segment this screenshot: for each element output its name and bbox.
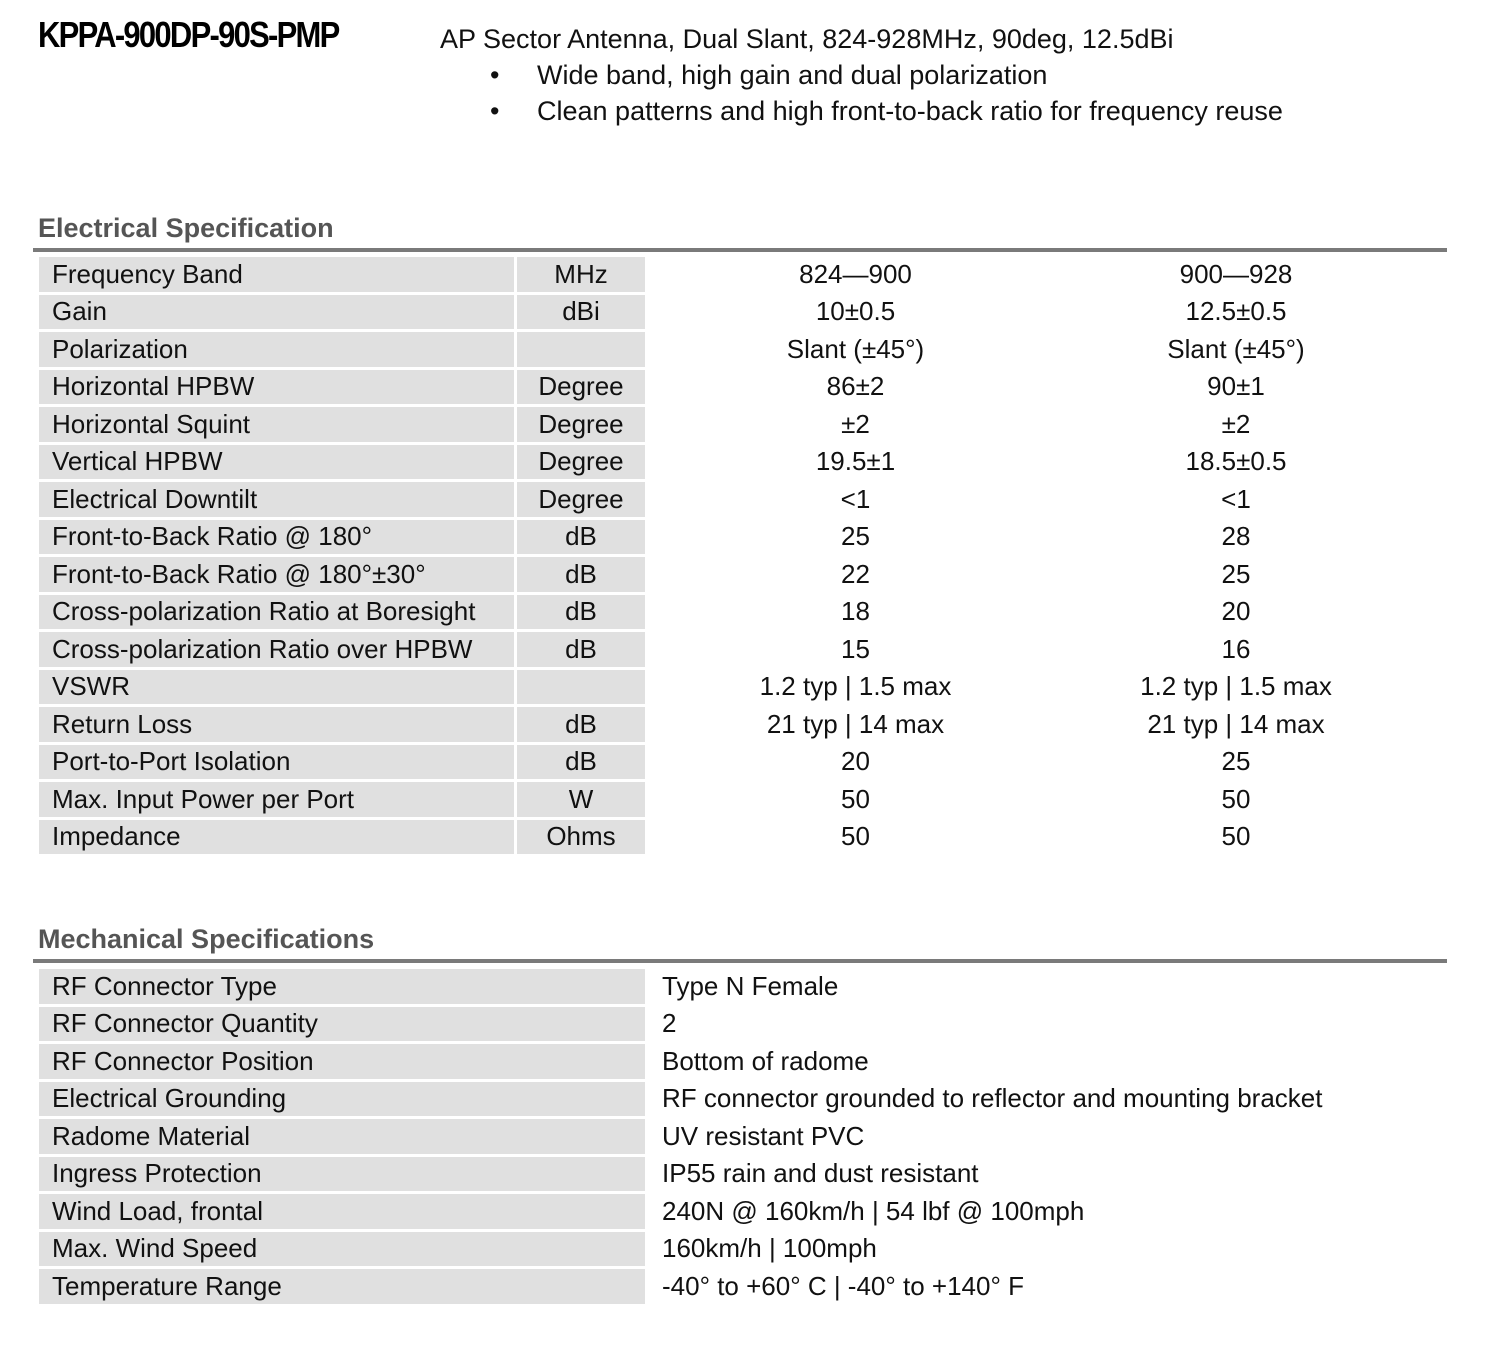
value-band-1: 824—900 bbox=[648, 257, 1063, 292]
electrical-row bbox=[39, 482, 1406, 517]
mechanical-row bbox=[39, 1157, 1428, 1192]
mechanical-row bbox=[39, 1232, 1428, 1267]
unit-label: MHz bbox=[517, 257, 645, 292]
param-value: Bottom of radome bbox=[648, 1044, 1428, 1079]
param-label: Polarization bbox=[39, 332, 514, 367]
value-band-2: <1 bbox=[1066, 482, 1406, 517]
unit-label: dB bbox=[517, 557, 645, 592]
param-label: Front-to-Back Ratio @ 180°±30° bbox=[39, 557, 514, 592]
value-band-1: 50 bbox=[648, 820, 1063, 855]
mechanical-row bbox=[39, 1044, 1428, 1079]
param-label: Horizontal Squint bbox=[39, 407, 514, 442]
electrical-row bbox=[39, 670, 1406, 705]
param-label: Wind Load, frontal bbox=[39, 1194, 645, 1229]
value-band-2: 25 bbox=[1066, 745, 1406, 780]
value-band-2: 16 bbox=[1066, 632, 1406, 667]
value-band-2: 50 bbox=[1066, 782, 1406, 817]
param-label: Ingress Protection bbox=[39, 1157, 645, 1192]
value-band-2: 25 bbox=[1066, 557, 1406, 592]
param-label: Return Loss bbox=[39, 707, 514, 742]
unit-label: dB bbox=[517, 520, 645, 555]
value-band-2: 900—928 bbox=[1066, 257, 1406, 292]
unit-label: dB bbox=[517, 707, 645, 742]
param-label: Port-to-Port Isolation bbox=[39, 745, 514, 780]
param-label: Cross-polarization Ratio over HPBW bbox=[39, 632, 514, 667]
param-label: Gain bbox=[39, 295, 514, 330]
value-band-2: 90±1 bbox=[1066, 370, 1406, 405]
value-band-1: 21 typ | 14 max bbox=[648, 707, 1063, 742]
electrical-row bbox=[39, 707, 1406, 742]
value-band-1: 19.5±1 bbox=[648, 445, 1063, 480]
param-value: 2 bbox=[648, 1007, 1428, 1042]
electrical-row bbox=[39, 445, 1406, 480]
value-band-2: 1.2 typ | 1.5 max bbox=[1066, 670, 1406, 705]
value-band-2: ±2 bbox=[1066, 407, 1406, 442]
unit-label: Degree bbox=[517, 370, 645, 405]
unit-label: dBi bbox=[517, 295, 645, 330]
electrical-row bbox=[39, 332, 1406, 367]
electrical-row bbox=[39, 407, 1406, 442]
unit-label: dB bbox=[517, 745, 645, 780]
product-summary: AP Sector Antenna, Dual Slant, 824-928MHz, 90deg, 12.5dBi bbox=[440, 24, 1174, 54]
unit-label: Degree bbox=[517, 482, 645, 517]
mechanical-section-title: Mechanical Specifications bbox=[38, 924, 375, 954]
value-band-1: 18 bbox=[648, 595, 1063, 630]
param-label: Electrical Downtilt bbox=[39, 482, 514, 517]
value-band-1: 86±2 bbox=[648, 370, 1063, 405]
param-label: Max. Input Power per Port bbox=[39, 782, 514, 817]
electrical-row bbox=[39, 557, 1406, 592]
param-label: RF Connector Type bbox=[39, 969, 645, 1004]
mechanical-row bbox=[39, 1194, 1428, 1229]
electrical-divider bbox=[33, 248, 1447, 252]
value-band-2: 20 bbox=[1066, 595, 1406, 630]
param-label: RF Connector Position bbox=[39, 1044, 645, 1079]
electrical-row bbox=[39, 745, 1406, 780]
electrical-row bbox=[39, 370, 1406, 405]
electrical-row bbox=[39, 595, 1406, 630]
param-label: VSWR bbox=[39, 670, 514, 705]
feature-list bbox=[490, 57, 1283, 129]
value-band-2: 50 bbox=[1066, 820, 1406, 855]
param-label: Front-to-Back Ratio @ 180° bbox=[39, 520, 514, 555]
param-value: IP55 rain and dust resistant bbox=[648, 1157, 1428, 1192]
value-band-2: 21 typ | 14 max bbox=[1066, 707, 1406, 742]
electrical-row bbox=[39, 257, 1406, 292]
unit-label: W bbox=[517, 782, 645, 817]
param-value: 160km/h | 100mph bbox=[648, 1232, 1428, 1267]
electrical-spec-table bbox=[36, 254, 1409, 857]
value-band-1: 15 bbox=[648, 632, 1063, 667]
param-label: Horizontal HPBW bbox=[39, 370, 514, 405]
mechanical-row bbox=[39, 969, 1428, 1004]
model-number: KPPA-900DP-90S-PMP bbox=[38, 14, 339, 55]
unit-label: dB bbox=[517, 632, 645, 667]
feature-item bbox=[490, 57, 1283, 93]
value-band-1: 22 bbox=[648, 557, 1063, 592]
bullet-icon: • bbox=[490, 60, 500, 90]
param-value: -40° to +60° C | -40° to +140° F bbox=[648, 1269, 1428, 1304]
value-band-1: 1.2 typ | 1.5 max bbox=[648, 670, 1063, 705]
param-value: Type N Female bbox=[648, 969, 1428, 1004]
param-label: Impedance bbox=[39, 820, 514, 855]
param-value: RF connector grounded to reflector and mounting bracket bbox=[648, 1082, 1428, 1117]
electrical-row bbox=[39, 632, 1406, 667]
electrical-row bbox=[39, 520, 1406, 555]
mechanical-row bbox=[39, 1119, 1428, 1154]
electrical-row bbox=[39, 295, 1406, 330]
unit-label bbox=[517, 670, 645, 705]
param-label: RF Connector Quantity bbox=[39, 1007, 645, 1042]
datasheet-header bbox=[0, 0, 1498, 140]
value-band-2: Slant (±45°) bbox=[1066, 332, 1406, 367]
mechanical-row bbox=[39, 1007, 1428, 1042]
param-label: Vertical HPBW bbox=[39, 445, 514, 480]
value-band-1: <1 bbox=[648, 482, 1063, 517]
unit-label bbox=[517, 332, 645, 367]
param-value: UV resistant PVC bbox=[648, 1119, 1428, 1154]
value-band-2: 28 bbox=[1066, 520, 1406, 555]
value-band-1: ±2 bbox=[648, 407, 1063, 442]
param-label: Max. Wind Speed bbox=[39, 1232, 645, 1267]
unit-label: dB bbox=[517, 595, 645, 630]
param-label: Cross-polarization Ratio at Boresight bbox=[39, 595, 514, 630]
param-label: Radome Material bbox=[39, 1119, 645, 1154]
value-band-1: 25 bbox=[648, 520, 1063, 555]
value-band-1: 10±0.5 bbox=[648, 295, 1063, 330]
value-band-1: 50 bbox=[648, 782, 1063, 817]
value-band-2: 12.5±0.5 bbox=[1066, 295, 1406, 330]
mechanical-spec-table bbox=[36, 966, 1431, 1307]
feature-text: Clean patterns and high front-to-back ratio for frequency reuse bbox=[537, 96, 1283, 126]
feature-text: Wide band, high gain and dual polarization bbox=[537, 60, 1048, 90]
unit-label: Degree bbox=[517, 407, 645, 442]
feature-item bbox=[490, 93, 1283, 129]
electrical-section-title: Electrical Specification bbox=[38, 213, 334, 243]
param-label: Temperature Range bbox=[39, 1269, 645, 1304]
value-band-1: Slant (±45°) bbox=[648, 332, 1063, 367]
unit-label: Ohms bbox=[517, 820, 645, 855]
mechanical-row bbox=[39, 1269, 1428, 1304]
value-band-1: 20 bbox=[648, 745, 1063, 780]
param-label: Frequency Band bbox=[39, 257, 514, 292]
param-value: 240N @ 160km/h | 54 lbf @ 100mph bbox=[648, 1194, 1428, 1229]
electrical-row bbox=[39, 782, 1406, 817]
value-band-2: 18.5±0.5 bbox=[1066, 445, 1406, 480]
unit-label: Degree bbox=[517, 445, 645, 480]
bullet-icon: • bbox=[490, 96, 500, 126]
param-label: Electrical Grounding bbox=[39, 1082, 645, 1117]
mechanical-row bbox=[39, 1082, 1428, 1117]
mechanical-divider bbox=[33, 959, 1447, 963]
electrical-row bbox=[39, 820, 1406, 855]
